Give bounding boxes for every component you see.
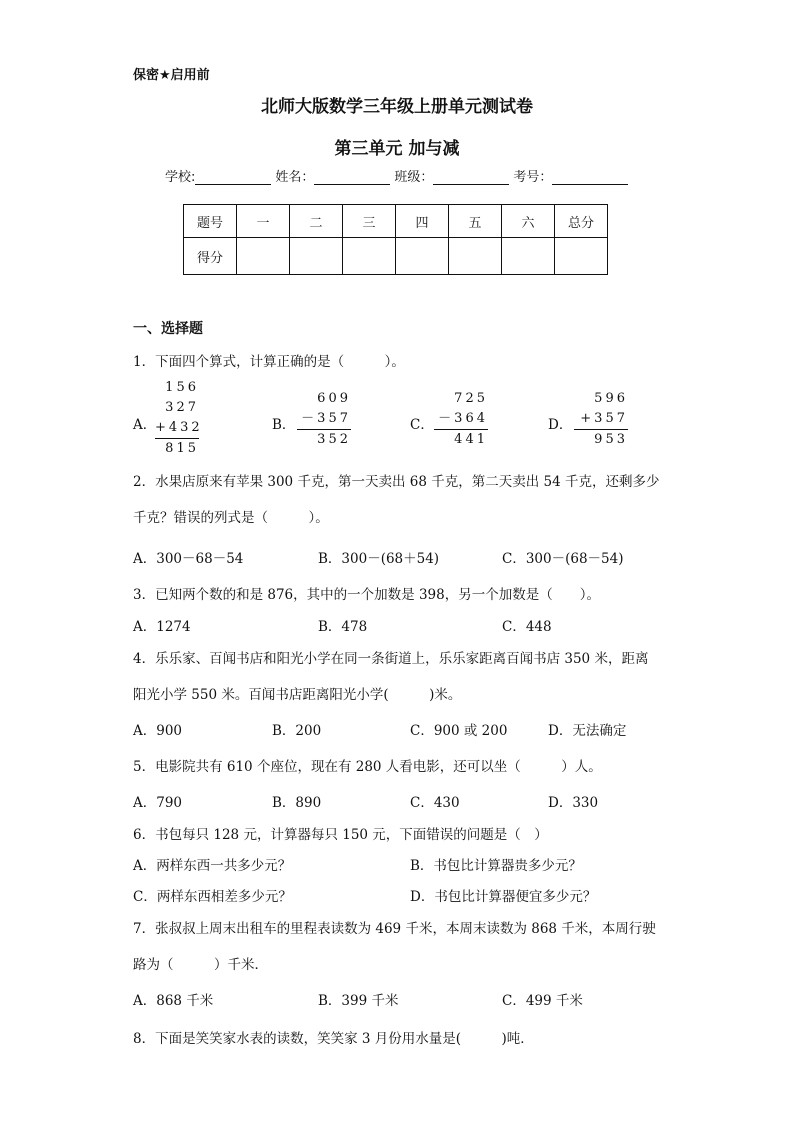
q3-option-b: B．478: [318, 619, 368, 635]
score-header-cell: 总分: [555, 205, 608, 238]
score-row-label: 得分: [184, 238, 237, 275]
exam-number-label: 考号：: [513, 170, 553, 185]
score-input-cell[interactable]: [502, 238, 555, 275]
question-6: 6．书包每只 128 元，计算器每只 150 元，下面错误的问题是（ ）: [133, 827, 548, 843]
q4-option-d: D．无法确定: [548, 723, 627, 739]
score-header-cell: 六: [502, 205, 555, 238]
q3-option-a: A．1274: [133, 619, 191, 635]
q7-option-c: C．499 千米: [502, 993, 583, 1009]
confidential-mark: 保密★启用前: [133, 68, 210, 83]
q1-option-d-vertical-calc: [574, 389, 628, 450]
q4-option-c: C．900 或 200: [410, 723, 508, 739]
q1-option-b-vertical-calc: [297, 389, 351, 450]
score-header-cell: 二: [290, 205, 343, 238]
school-label: 学校:: [165, 170, 196, 185]
section-heading: 一、选择题: [133, 321, 203, 337]
question-5: 5．电影院共有 610 个座位，现在有 280 人看电影，还可以坐（ ）人。: [133, 759, 602, 775]
student-info-row: [165, 166, 632, 185]
class-label: 班级：: [394, 170, 434, 185]
question-1: 1．下面四个算式，计算正确的是（ ）。: [133, 354, 405, 370]
q5-option-d: D．330: [548, 795, 599, 811]
q2-option-c: C．300－(68－54): [502, 551, 624, 567]
question-4-line-1: 4．乐乐家、百闻书店和阳光小学在同一条街道上，乐乐家距离百闻书店 350 米，距离: [133, 651, 649, 667]
name-blank[interactable]: [314, 170, 390, 185]
q6-option-d: D．书包比计算器便宜多少元？: [410, 889, 597, 905]
q1-option-c-vertical-calc: [434, 389, 488, 450]
question-7-line-1: 7．张叔叔上周末出租车的里程表读数为 469 千米，本周末读数为 868 千米，本周行驶: [133, 921, 656, 937]
calc-line: +432: [155, 420, 203, 435]
score-header-cell: 题号: [184, 205, 237, 238]
calc-result: 441: [434, 429, 488, 450]
score-header-cell: 四: [396, 205, 449, 238]
page-subtitle: 第三单元 加与减: [334, 139, 460, 159]
calc-result: 815: [155, 438, 199, 459]
question-2-line-1: 2．水果店原来有苹果 300 千克，第一天卖出 68 千克，第二天卖出 54 千克，还剩多少: [133, 474, 660, 490]
q7-option-a: A．868 千米: [133, 993, 214, 1009]
score-input-cell[interactable]: [396, 238, 449, 275]
calc-line: 327: [165, 400, 199, 415]
question-4-line-2: 阳光小学 550 米。百闻书店距离阳光小学( )米。: [133, 687, 462, 703]
q7-option-b: B．399 千米: [318, 993, 399, 1009]
score-input-cell[interactable]: [449, 238, 502, 275]
question-7-line-2: 路为（ ）千米．: [133, 957, 268, 973]
calc-line: 609: [317, 391, 351, 406]
q6-option-a: A．两样东西一共多少元？: [133, 858, 292, 874]
calc-line: －364: [438, 411, 488, 426]
score-input-cell[interactable]: [237, 238, 290, 275]
q1-option-d-label: D．: [548, 417, 573, 433]
calc-line: 725: [454, 391, 488, 406]
score-header-cell: 一: [237, 205, 290, 238]
q4-option-a: A．900: [133, 723, 183, 739]
school-blank[interactable]: [195, 170, 271, 185]
q5-option-c: C．430: [410, 795, 460, 811]
score-input-cell[interactable]: [290, 238, 343, 275]
q1-option-b-label: B．: [272, 417, 296, 433]
q3-option-c: C．448: [502, 619, 552, 635]
calc-result: 953: [574, 429, 628, 450]
score-header-cell: 五: [449, 205, 502, 238]
calc-line: 156: [165, 380, 199, 395]
q6-option-c: C．两样东西相差多少元？: [133, 889, 292, 905]
calc-line: +357: [580, 411, 628, 426]
score-input-cell[interactable]: [555, 238, 608, 275]
question-8: 8．下面是笑笑家水表的读数，笑笑家 3 月份用水量是( )吨．: [133, 1031, 534, 1047]
q2-option-b: B．300－(68＋54): [318, 551, 440, 567]
question-2-line-2: 千克？错误的列式是（ ）。: [133, 510, 329, 526]
calc-result: 352: [297, 429, 351, 450]
q6-option-b: B．书包比计算器贵多少元？: [410, 858, 582, 874]
score-header-cell: 三: [343, 205, 396, 238]
q4-option-b: B．200: [272, 723, 322, 739]
page-title: 北师大版数学三年级上册单元测试卷: [261, 97, 533, 117]
calc-line: －357: [301, 411, 351, 426]
calc-line: 596: [594, 391, 628, 406]
question-3: 3．已知两个数的和是 876，其中的一个加数是 398，另一个加数是（ ）。: [133, 587, 600, 603]
score-table: [183, 204, 608, 275]
q1-option-c-label: C．: [410, 417, 434, 433]
score-input-cell[interactable]: [343, 238, 396, 275]
q1-option-a-label: A．: [133, 417, 157, 433]
q5-option-b: B．890: [272, 795, 322, 811]
class-blank[interactable]: [433, 170, 509, 185]
q2-option-a: A．300－68－54: [133, 551, 244, 567]
score-table-header-row: [184, 205, 608, 238]
name-label: 姓名：: [275, 170, 315, 185]
q5-option-a: A．790: [133, 795, 183, 811]
score-table-score-row: [184, 238, 608, 275]
exam-number-blank[interactable]: [552, 170, 628, 185]
q1-option-a-vertical-calc: [155, 378, 203, 459]
